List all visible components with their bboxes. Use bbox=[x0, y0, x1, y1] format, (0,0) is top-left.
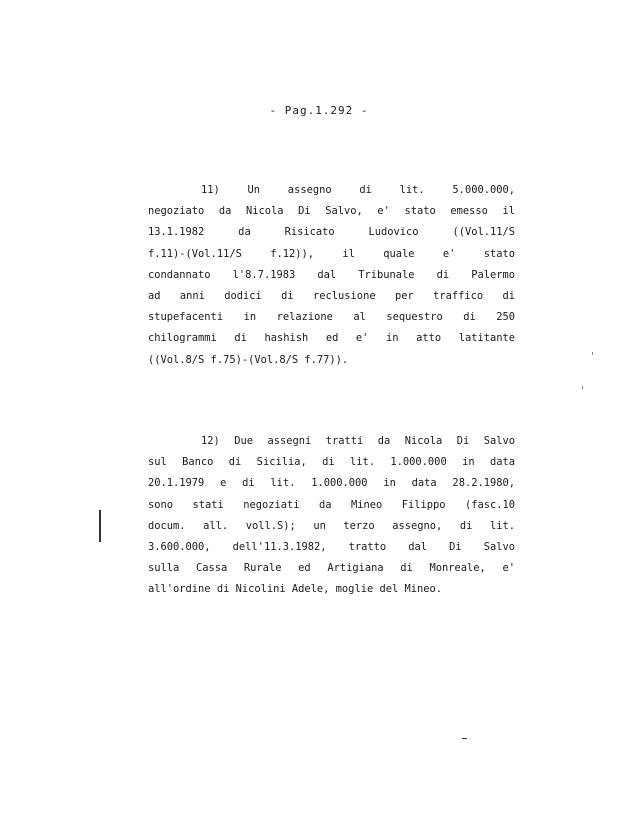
text-line: 20.1.1979 e di lit. 1.000.000 in data 28.2.1980, bbox=[148, 477, 515, 490]
scan-artifact-dot bbox=[592, 352, 593, 355]
paragraph-11 bbox=[148, 180, 515, 371]
text-line: ad anni dodici di reclusione per traffico di bbox=[148, 289, 515, 302]
text-line: 12) Due assegni tratti da Nicola Di Salvo bbox=[201, 435, 515, 447]
text-line: docum. all. voll.S); un terzo assegno, di lit. bbox=[148, 519, 515, 532]
text-line: sulla Cassa Rurale ed Artigiana di Monreale, e' bbox=[148, 562, 515, 575]
text-line: sul Banco di Sicilia, di lit. 1.000.000 in data bbox=[148, 456, 515, 469]
text-line: sono stati negoziati da Mineo Filippo (fasc.10 bbox=[148, 498, 515, 511]
scan-artifact-dash bbox=[462, 738, 467, 739]
text-line: condannato l'8.7.1983 dal Tribunale di Palermo bbox=[148, 268, 515, 281]
text-line: chilogrammi di hashish ed e' in atto latitante bbox=[148, 332, 515, 345]
text-line: all'ordine di Nicolini Adele, moglie del Mineo. bbox=[148, 583, 443, 596]
text-line: stupefacenti in relazione al sequestro di 250 bbox=[148, 311, 515, 324]
paragraph-12 bbox=[148, 431, 515, 601]
scan-artifact-mark bbox=[99, 510, 101, 542]
scan-artifact-dot bbox=[582, 386, 583, 389]
text-line: 13.1.1982 da Risicato Ludovico ((Vol.11/S bbox=[148, 226, 515, 239]
text-line: negoziato da Nicola Di Salvo, e' stato emesso il bbox=[148, 205, 515, 218]
text-line: ((Vol.8/S f.75)-(Vol.8/S f.77)). bbox=[148, 353, 349, 366]
text-line: f.11)-(Vol.11/S f.12)), il quale e' stato bbox=[148, 247, 515, 260]
page-number: - Pag.1.292 - bbox=[269, 104, 369, 117]
text-line: 3.600.000, dell'11.3.1982, tratto dal Di Salvo bbox=[148, 540, 515, 553]
text-line: 11) Un assegno di lit. 5.000.000, bbox=[201, 184, 515, 196]
